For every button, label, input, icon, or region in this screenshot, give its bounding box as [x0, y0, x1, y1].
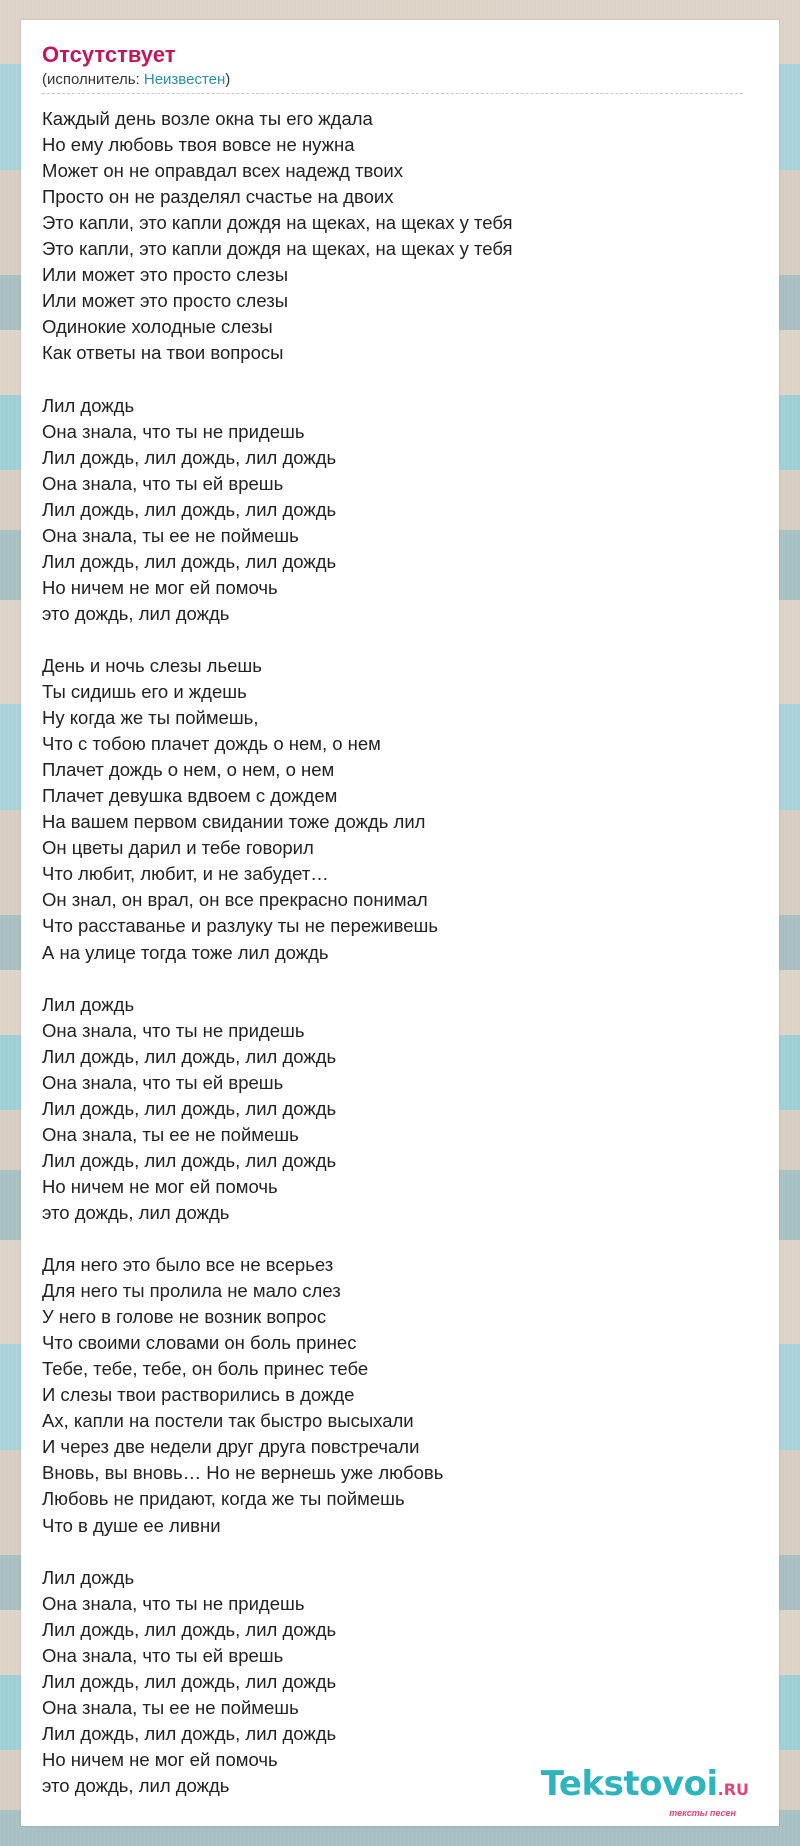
- lyrics-line: Тебе, тебе, тебе, он боль принес тебе: [42, 1358, 369, 1380]
- lyrics-line: Она знала, что ты ей врешь: [42, 1644, 284, 1666]
- lyrics-line: Каждый день возле окна ты его ждала: [42, 108, 373, 129]
- lyrics-card: [21, 20, 779, 1826]
- lyrics-line: Что с тобою плачет дождь о нем, о нем: [42, 733, 381, 755]
- lyrics-line: Вновь, вы вновь… Но не вернешь уже любовь: [42, 1462, 444, 1484]
- lyrics-line: Лил дождь, лил дождь, лил дождь: [42, 1149, 337, 1171]
- song-title: Отсутствует: [42, 42, 176, 67]
- lyrics-line: Он знал, он врал, он все прекрасно понимал: [42, 889, 428, 911]
- lyrics-line: Она знала, что ты не придешь: [42, 420, 305, 442]
- lyrics-stanza: [42, 393, 743, 627]
- lyrics-line: Она знала, ты ее не поймешь: [42, 1123, 299, 1145]
- lyrics-line: Лил дождь, лил дождь, лил дождь: [42, 1045, 337, 1067]
- lyrics-stanza: [42, 1252, 743, 1539]
- lyrics-line: Просто он не разделял счастье на двоих: [42, 186, 394, 208]
- site-logo[interactable]: [541, 1766, 749, 1808]
- lyrics-text: [42, 106, 743, 1799]
- lyrics-line: Лил дождь: [42, 394, 135, 416]
- lyrics-line: Она знала, что ты не придешь: [42, 1592, 305, 1614]
- lyrics-line: Как ответы на твои вопросы: [42, 342, 284, 364]
- lyrics-line: Ты сидишь его и ждешь: [42, 681, 247, 703]
- lyrics-line: Что расставанье и разлуку ты не переживешь: [42, 915, 439, 937]
- lyrics-line: Она знала, ты ее не поймешь: [42, 524, 299, 546]
- lyrics-line: Это капли, это капли дождя на щеках, на щеках у тебя: [42, 212, 513, 234]
- lyrics-line: А на улице тогда тоже лил дождь: [42, 941, 329, 963]
- lyrics-line: Для него это было все не всерьез: [42, 1254, 334, 1276]
- lyrics-line: Что любит, любит, и не забудет…: [42, 863, 329, 885]
- lyrics-stanza: [42, 653, 743, 966]
- lyrics-line: Это капли, это капли дождя на щеках, на щеках у тебя: [42, 238, 513, 260]
- lyrics-line: Лил дождь: [42, 1566, 135, 1588]
- lyrics-line: Или может это просто слезы: [42, 264, 289, 286]
- lyrics-line: У него в голове не возник вопрос: [42, 1306, 327, 1328]
- lyrics-line: Но ему любовь твоя вовсе не нужна: [42, 134, 355, 156]
- lyrics-line: Он цветы дарил и тебе говорил: [42, 837, 314, 859]
- lyrics-line: Что в душе ее ливни: [42, 1514, 221, 1536]
- lyrics-line: Одинокие холодные слезы: [42, 316, 273, 338]
- lyrics-line: На вашем первом свидании тоже дождь лил: [42, 811, 426, 833]
- performer-suffix: ): [225, 71, 231, 88]
- lyrics-stanza: [42, 992, 743, 1226]
- lyrics-line: Может он не оправдал всех надежд твоих: [42, 160, 403, 182]
- lyrics-line: И через две недели друг друга повстречали: [42, 1436, 420, 1458]
- lyrics-line: Лил дождь, лил дождь, лил дождь: [42, 446, 337, 468]
- lyrics-line: Но ничем не мог ей помочь: [42, 576, 278, 598]
- lyrics-stanza: [42, 106, 743, 366]
- lyrics-line: Лил дождь, лил дождь, лил дождь: [42, 498, 337, 520]
- lyrics-line: Лил дождь, лил дождь, лил дождь: [42, 1670, 337, 1692]
- lyrics-line: Ну когда же ты поймешь,: [42, 707, 259, 729]
- lyrics-line: Она знала, что ты не придешь: [42, 1019, 305, 1041]
- performer-line: [42, 70, 743, 94]
- lyrics-line: Она знала, что ты ей врешь: [42, 1071, 284, 1093]
- lyrics-line: Любовь не придают, когда же ты поймешь: [42, 1488, 405, 1510]
- lyrics-line: Лил дождь, лил дождь, лил дождь: [42, 1097, 337, 1119]
- performer-prefix: (исполнитель:: [42, 71, 144, 88]
- lyrics-line: Для него ты пролила не мало слез: [42, 1280, 341, 1302]
- lyrics-line: День и ночь слезы льешь: [42, 654, 262, 676]
- lyrics-line: Лил дождь, лил дождь, лил дождь: [42, 1618, 337, 1640]
- lyrics-line: Ах, капли на постели так быстро высыхали: [42, 1410, 414, 1432]
- lyrics-line: Но ничем не мог ей помочь: [42, 1175, 278, 1197]
- performer-link[interactable]: Неизвестен: [143, 71, 226, 88]
- lyrics-line: это дождь, лил дождь: [42, 1775, 230, 1796]
- lyrics-line: Лил дождь: [42, 993, 135, 1015]
- lyrics-line: Лил дождь, лил дождь, лил дождь: [42, 550, 337, 572]
- lyrics-line: Она знала, ты ее не поймешь: [42, 1696, 299, 1718]
- logo-tld: .RU: [717, 1780, 749, 1799]
- lyrics-line: Что своими словами он боль принес: [42, 1332, 357, 1354]
- logo-name: Tekstovoi: [540, 1764, 718, 1804]
- lyrics-line: Плачет дождь о нем, о нем, о нем: [42, 759, 335, 781]
- lyrics-line: Или может это просто слезы: [42, 290, 289, 312]
- lyrics-line: И слезы твои растворились в дожде: [42, 1384, 355, 1406]
- lyrics-line: это дождь, лил дождь: [42, 602, 230, 624]
- lyrics-line: Но ничем не мог ей помочь: [42, 1748, 278, 1770]
- logo-tagline: тексты песен: [669, 1808, 736, 1818]
- lyrics-line: это дождь, лил дождь: [42, 1201, 230, 1223]
- lyrics-line: Она знала, что ты ей врешь: [42, 472, 284, 494]
- lyrics-line: Лил дождь, лил дождь, лил дождь: [42, 1722, 337, 1744]
- lyrics-line: Плачет девушка вдвоем с дождем: [42, 785, 338, 807]
